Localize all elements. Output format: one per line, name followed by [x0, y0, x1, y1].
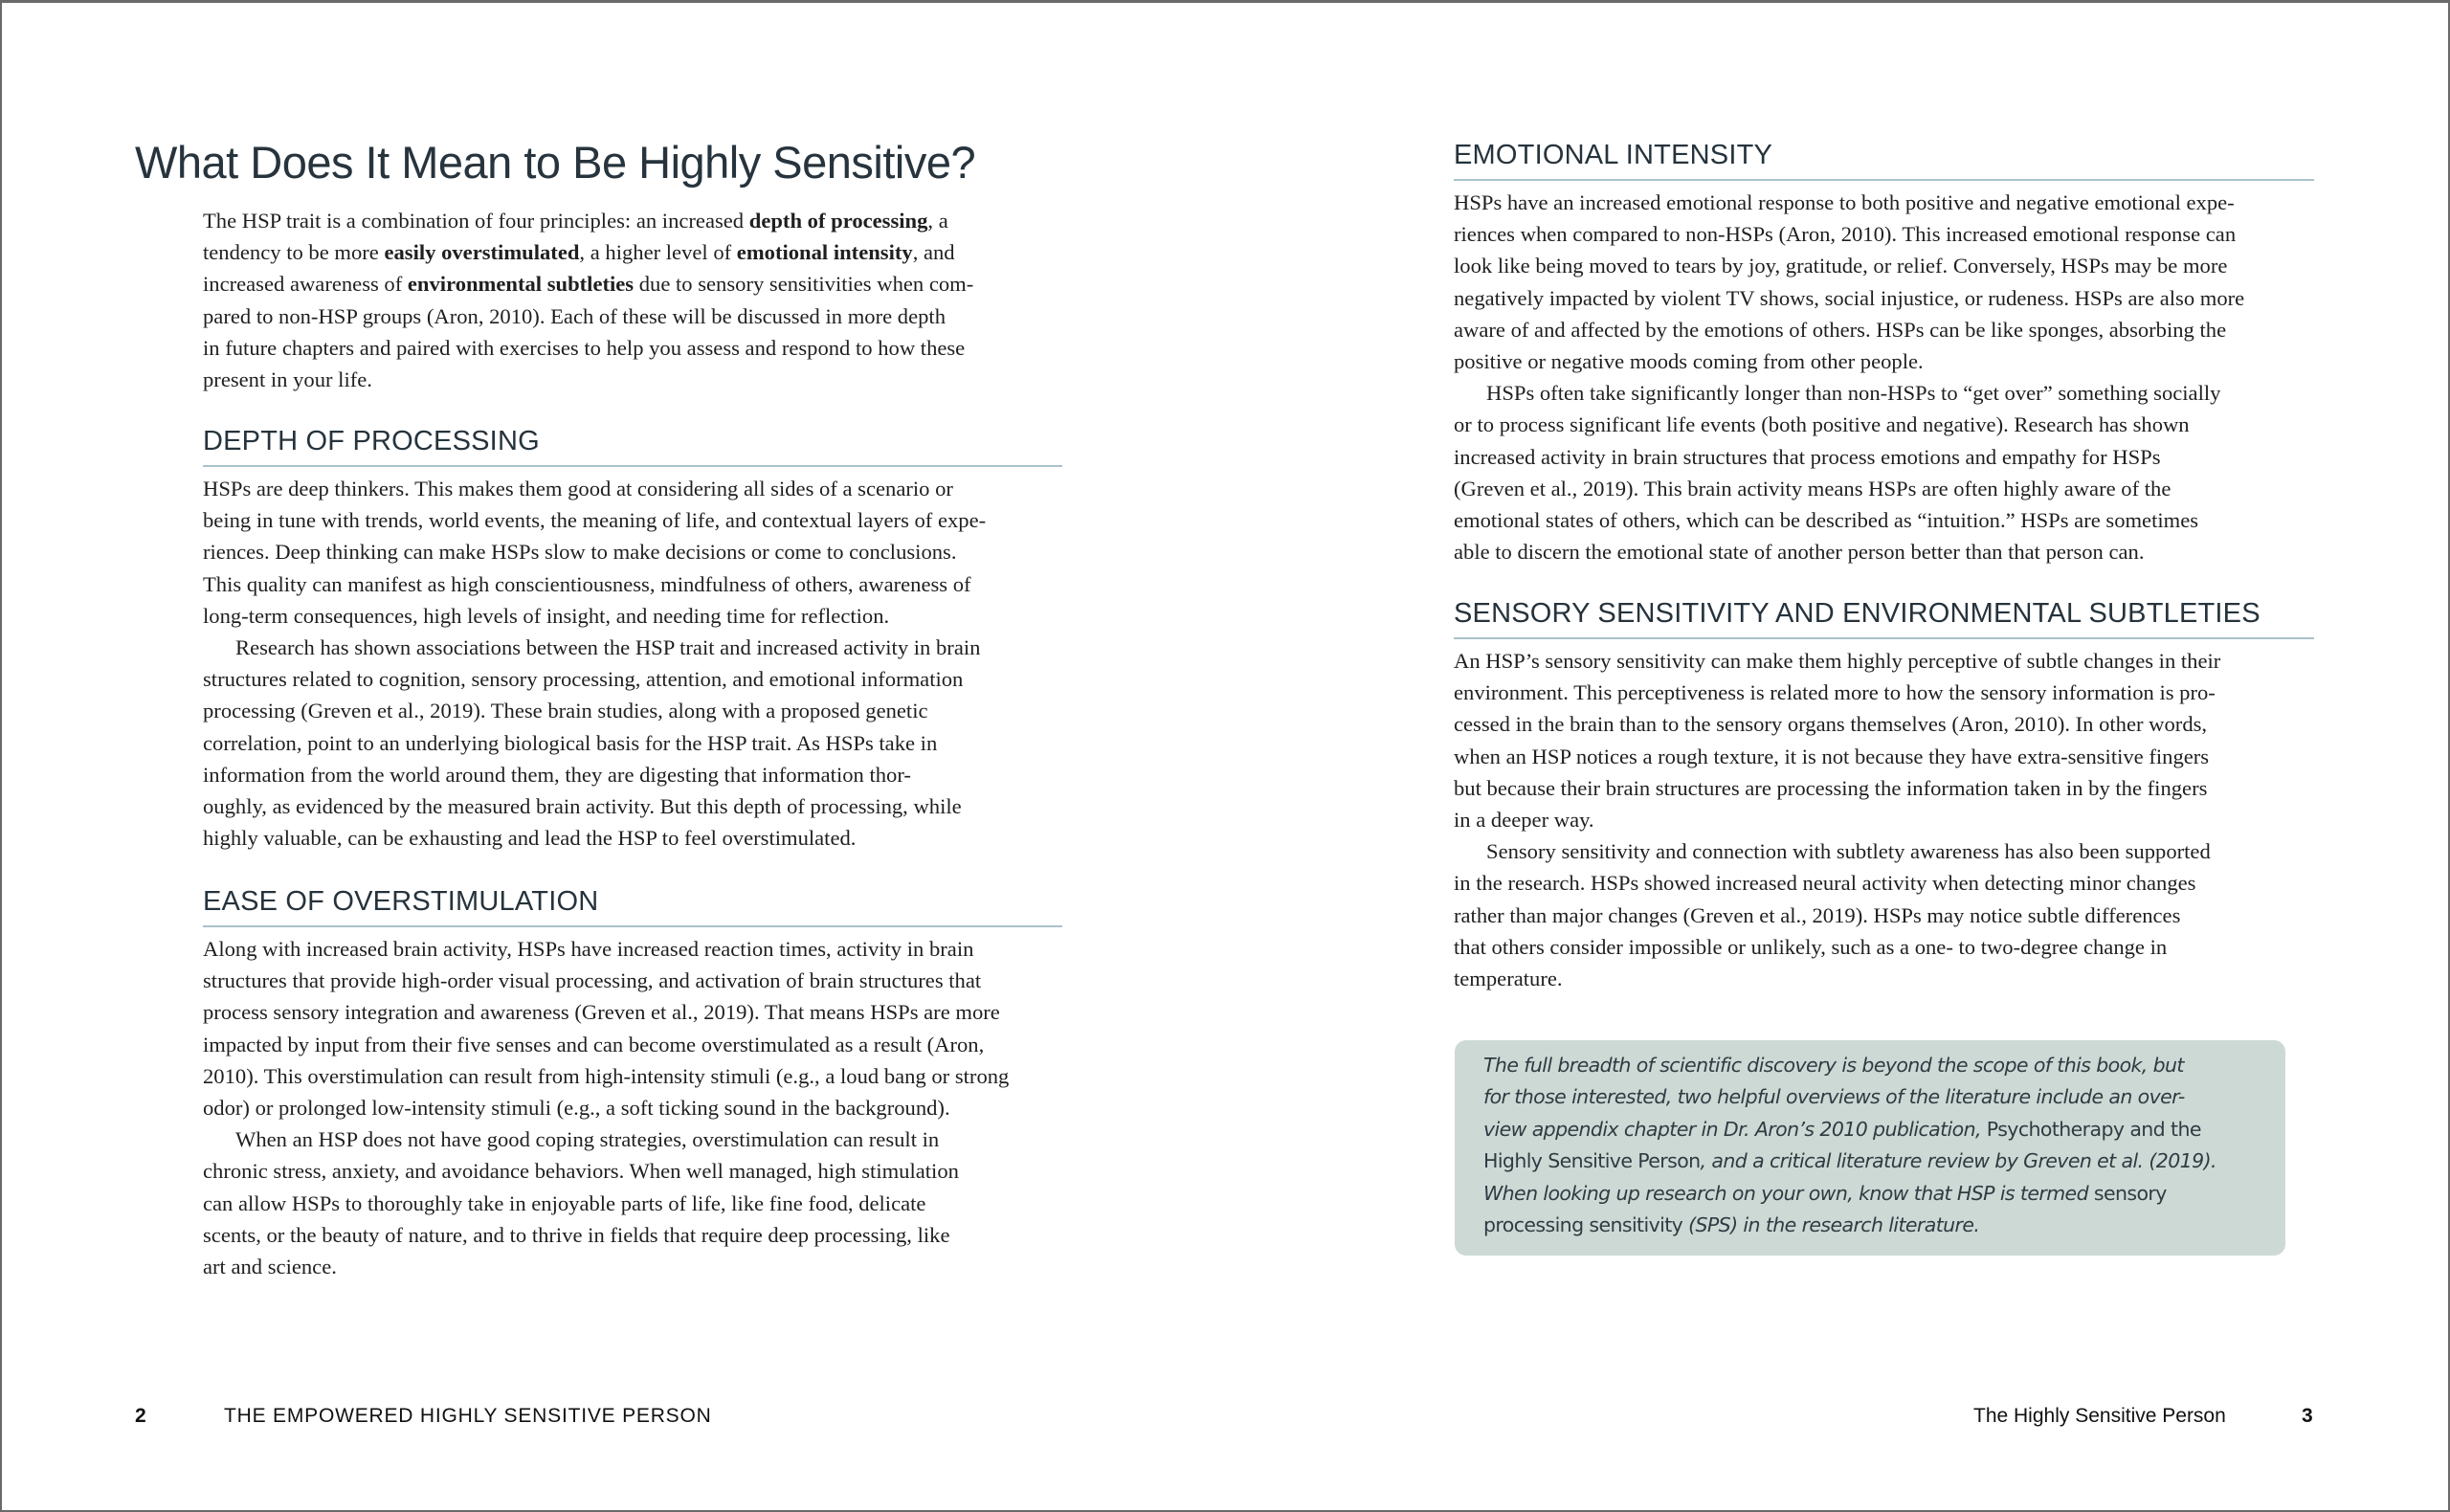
section-heading: DEPTH OF PROCESSING: [203, 425, 1062, 467]
section-body: [203, 473, 1062, 854]
text-line: cessed in the brain than to the sensory organs themselves (Aron, 2010). In other words,: [1454, 712, 2208, 737]
text-line: increased activity in brain structures that process emotions and empathy for HSPs: [1454, 444, 2161, 469]
text-line: HSPs often take significantly longer than non-HSPs to “get over” something socially: [1486, 381, 2221, 406]
text-line: When looking up research on your own, know that HSP is termed sensory: [1483, 1181, 2167, 1205]
section-body: [1454, 645, 2314, 994]
text-line: in a deeper way.: [1454, 808, 1594, 833]
text-line: This quality can manifest as high conscientiousness, mindfulness of others, awareness of: [203, 571, 971, 596]
text-line: emotional states of others, which can be described as “intuition.” HSPs are sometimes: [1454, 508, 2199, 533]
text-line: for those interested, two helpful overviews of the literature include an over-: [1483, 1085, 2185, 1109]
research-note-callout: [1455, 1040, 2285, 1256]
text-line: Along with increased brain activity, HSPs have increased reaction times, activity in brain: [203, 937, 974, 961]
callout-text: [1483, 1050, 2216, 1241]
text-line: riences. Deep thinking can make HSPs slow to make decisions or come to conclusions.: [203, 540, 957, 565]
section-emotional-intensity: [1454, 139, 2314, 567]
text-line: temperature.: [1454, 967, 1563, 991]
text-line: pared to non-HSP groups (Aron, 2010). Each of these will be discussed in more depth: [203, 303, 946, 328]
text-line: present in your life.: [203, 367, 372, 392]
text-line: odor) or prolonged low-intensity stimuli (e.g., a soft ticking sound in the background).: [203, 1096, 950, 1121]
page-title: What Does It Mean to Be Highly Sensitive?: [135, 137, 976, 188]
text-line: chronic stress, anxiety, and avoidance behaviors. When well managed, high stimulation: [203, 1159, 959, 1184]
section-body: [1454, 187, 2314, 567]
text-line: HSPs have an increased emotional response to both positive and negative emotional expe-: [1454, 190, 2235, 214]
text-line: art and science.: [203, 1255, 337, 1279]
text-line: view appendix chapter in Dr. Aron’s 2010 publication, Psychotherapy and the: [1483, 1117, 2201, 1141]
text-line: aware of and affected by the emotions of others. HSPs can be like sponges, absorbing the: [1454, 317, 2227, 342]
intro-paragraph: [203, 205, 1062, 395]
text-line: impacted by input from their five senses and can become overstimulated as a result (Aron,: [203, 1032, 985, 1056]
text-line: rather than major changes (Greven et al., 2019). HSPs may notice subtle differences: [1454, 902, 2181, 927]
text-line: (Greven et al., 2019). This brain activity means HSPs are often highly aware of the: [1454, 476, 2172, 500]
text-line: tendency to be more easily overstimulated, a higher level of emotional intensity, and: [203, 240, 955, 265]
text-line: structures that provide high-order visual processing, and activation of brain structures that: [203, 968, 982, 993]
text-line: or to process significant life events (both positive and negative). Research has shown: [1454, 412, 2190, 437]
text-line: able to discern the emotional state of another person better than that person can.: [1454, 540, 2145, 565]
text-line: When an HSP does not have good coping strategies, overstimulation can result in: [235, 1127, 940, 1152]
text-line: scents, or the beauty of nature, and to thrive in fields that require deep processing, like: [203, 1222, 950, 1247]
text-line: An HSP’s sensory sensitivity can make them highly perceptive of subtle changes in their: [1454, 649, 2221, 673]
section-heading: EMOTIONAL INTENSITY: [1454, 139, 2314, 181]
text-line: being in tune with trends, world events, the meaning of life, and contextual layers of expe-: [203, 508, 987, 533]
text-line: that others consider impossible or unlikely, such as a one- to two-degree change in: [1454, 934, 2168, 959]
text-line: processing (Greven et al., 2019). These brain studies, along with a proposed genetic: [203, 699, 928, 723]
text-line: environment. This perceptiveness is related more to how the sensory information is pro-: [1454, 680, 2216, 705]
text-line: Sensory sensitivity and connection with subtlety awareness has also been supported: [1486, 839, 2211, 864]
text-line: process sensory integration and awareness (Greven et al., 2019). That means HSPs are more: [203, 1000, 1000, 1025]
text-line: oughly, as evidenced by the measured brain activity. But this depth of processing, while: [203, 794, 962, 819]
section-sensory-sensitivity: [1454, 597, 2314, 994]
section-depth-of-processing: [203, 425, 1062, 854]
text-line: but because their brain structures are processing the information taken in by the fingers: [1454, 775, 2208, 800]
page-number-left: 2: [135, 1405, 146, 1427]
text-line: can allow HSPs to thoroughly take in enjoyable parts of life, like fine food, delicate: [203, 1190, 926, 1215]
text-line: Highly Sensitive Person, and a critical literature review by Greven et al. (2019).: [1483, 1149, 2216, 1173]
text-line: 2010). This overstimulation can result from high-intensity stimuli (e.g., a loud bang or strong: [203, 1063, 1010, 1088]
text-line: highly valuable, can be exhausting and lead the HSP to feel overstimulated.: [203, 826, 857, 851]
section-heading: SENSORY SENSITIVITY AND ENVIRONMENTAL SUBTLETIES: [1454, 597, 2314, 639]
section-body: [203, 933, 1062, 1282]
text-line: HSPs are deep thinkers. This makes them good at considering all sides of a scenario or: [203, 477, 953, 500]
text-line: structures related to cognition, sensory processing, attention, and emotional information: [203, 667, 964, 692]
text-line: in future chapters and paired with exercises to help you assess and respond to how these: [203, 335, 966, 360]
running-head-right: The Highly Sensitive Person: [1973, 1405, 2226, 1427]
text-line: when an HSP notices a rough texture, it is not because they have extra-sensitive fingers: [1454, 744, 2210, 768]
text-line: increased awareness of environmental subtleties due to sensory sensitivities when com-: [203, 272, 974, 297]
text-line: Research has shown associations between the HSP trait and increased activity in brain: [235, 635, 981, 660]
section-ease-of-overstimulation: [203, 885, 1062, 1282]
section-heading: EASE OF OVERSTIMULATION: [203, 885, 1062, 927]
text-line: The full breadth of scientific discovery is beyond the scope of this book, but: [1483, 1054, 2184, 1077]
running-head-left: THE EMPOWERED HIGHLY SENSITIVE PERSON: [224, 1405, 712, 1427]
text-line: correlation, point to an underlying biological basis for the HSP trait. As HSPs take in: [203, 730, 938, 755]
text-line: processing sensitivity (SPS) in the research literature.: [1483, 1213, 1980, 1237]
text-line: information from the world around them, they are digesting that information thor-: [203, 762, 911, 787]
text-line: positive or negative moods coming from other people.: [1454, 349, 1924, 374]
text-line: look like being moved to tears by joy, gratitude, or relief. Conversely, HSPs may be more: [1454, 254, 2228, 278]
text-line: The HSP trait is a combination of four principles: an increased depth of processing, a: [203, 209, 948, 233]
page-number-right: 3: [2302, 1405, 2313, 1427]
text-line: in the research. HSPs showed increased neural activity when detecting minor changes: [1454, 871, 2196, 896]
text-line: negatively impacted by violent TV shows, social injustice, or rudeness. HSPs are also more: [1454, 285, 2245, 310]
text-line: riences when compared to non-HSPs (Aron, 2010). This increased emotional response can: [1454, 222, 2237, 247]
text-line: long-term consequences, high levels of insight, and needing time for reflection.: [203, 603, 890, 628]
